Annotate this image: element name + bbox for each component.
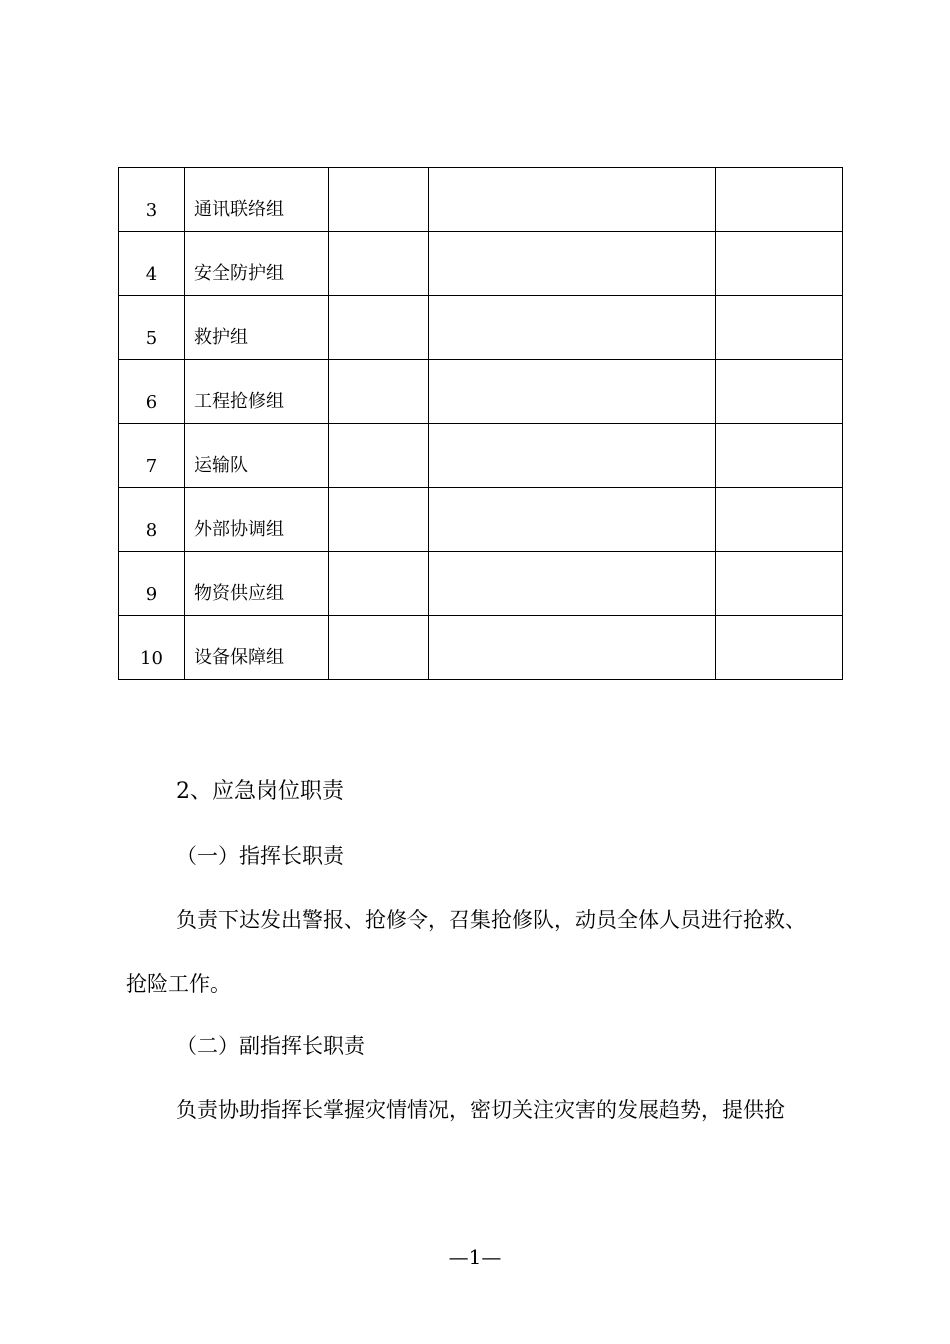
team-name: 外部协调组 [194,519,284,540]
empty-cell [429,232,716,296]
team-name: 通讯联络组 [194,199,284,220]
team-name-cell [185,360,329,424]
page-number: —1— [448,1245,502,1269]
empty-cell [716,232,843,296]
team-name-cell [185,168,329,232]
row-number-cell [119,616,185,680]
table-row [119,232,843,296]
row-number-cell [119,232,185,296]
team-roster-table [118,167,843,680]
empty-cell [429,168,716,232]
commander-duties-text-line-1: 负责下达发出警报、抢修令，召集抢修队，动员全体人员进行抢救、 [176,908,806,932]
team-name: 安全防护组 [194,263,284,284]
row-number: 4 [145,264,158,285]
empty-cell [329,296,429,360]
team-name-cell [185,552,329,616]
row-number-cell [119,552,185,616]
empty-cell [329,488,429,552]
row-number: 3 [145,200,158,221]
empty-cell [716,424,843,488]
row-number: 8 [145,520,158,541]
empty-cell [716,168,843,232]
row-number: 5 [145,328,158,349]
empty-cell [429,488,716,552]
table-row [119,488,843,552]
team-name-cell [185,616,329,680]
row-number-cell [119,488,185,552]
row-number: 10 [140,648,163,669]
team-name: 救护组 [194,327,248,348]
team-name-cell [185,424,329,488]
table-row [119,424,843,488]
empty-cell [329,168,429,232]
table-row [119,296,843,360]
empty-cell [429,360,716,424]
table-row [119,552,843,616]
team-name-cell [185,296,329,360]
empty-cell [429,616,716,680]
empty-cell [716,488,843,552]
empty-cell [716,360,843,424]
empty-cell [429,296,716,360]
row-number: 9 [145,584,158,605]
deputy-commander-duties-text-line-1: 负责协助指挥长掌握灾情情况，密切关注灾害的发展趋势，提供抢 [176,1098,785,1122]
empty-cell [329,232,429,296]
commander-duties-text-line-2: 抢险工作。 [126,972,231,996]
row-number-cell [119,296,185,360]
row-number: 6 [145,392,158,413]
empty-cell [429,424,716,488]
empty-cell [329,360,429,424]
team-name: 物资供应组 [194,583,284,604]
team-name-cell [185,232,329,296]
empty-cell [329,552,429,616]
row-number-cell [119,360,185,424]
section-heading: 2、应急岗位职责 [176,779,344,804]
team-name: 工程抢修组 [194,391,284,412]
row-number: 7 [145,456,158,477]
empty-cell [716,296,843,360]
table-row [119,168,843,232]
empty-cell [716,552,843,616]
table-body [119,168,843,680]
row-number-cell [119,168,185,232]
team-name-cell [185,488,329,552]
team-name: 运输队 [194,455,248,476]
row-number-cell [119,424,185,488]
empty-cell [429,552,716,616]
commander-duties-heading: （一）指挥长职责 [176,844,344,868]
deputy-commander-duties-heading: （二）副指挥长职责 [176,1034,365,1058]
empty-cell [329,616,429,680]
team-name: 设备保障组 [194,647,284,668]
table-row [119,616,843,680]
table-row [119,360,843,424]
empty-cell [716,616,843,680]
empty-cell [329,424,429,488]
